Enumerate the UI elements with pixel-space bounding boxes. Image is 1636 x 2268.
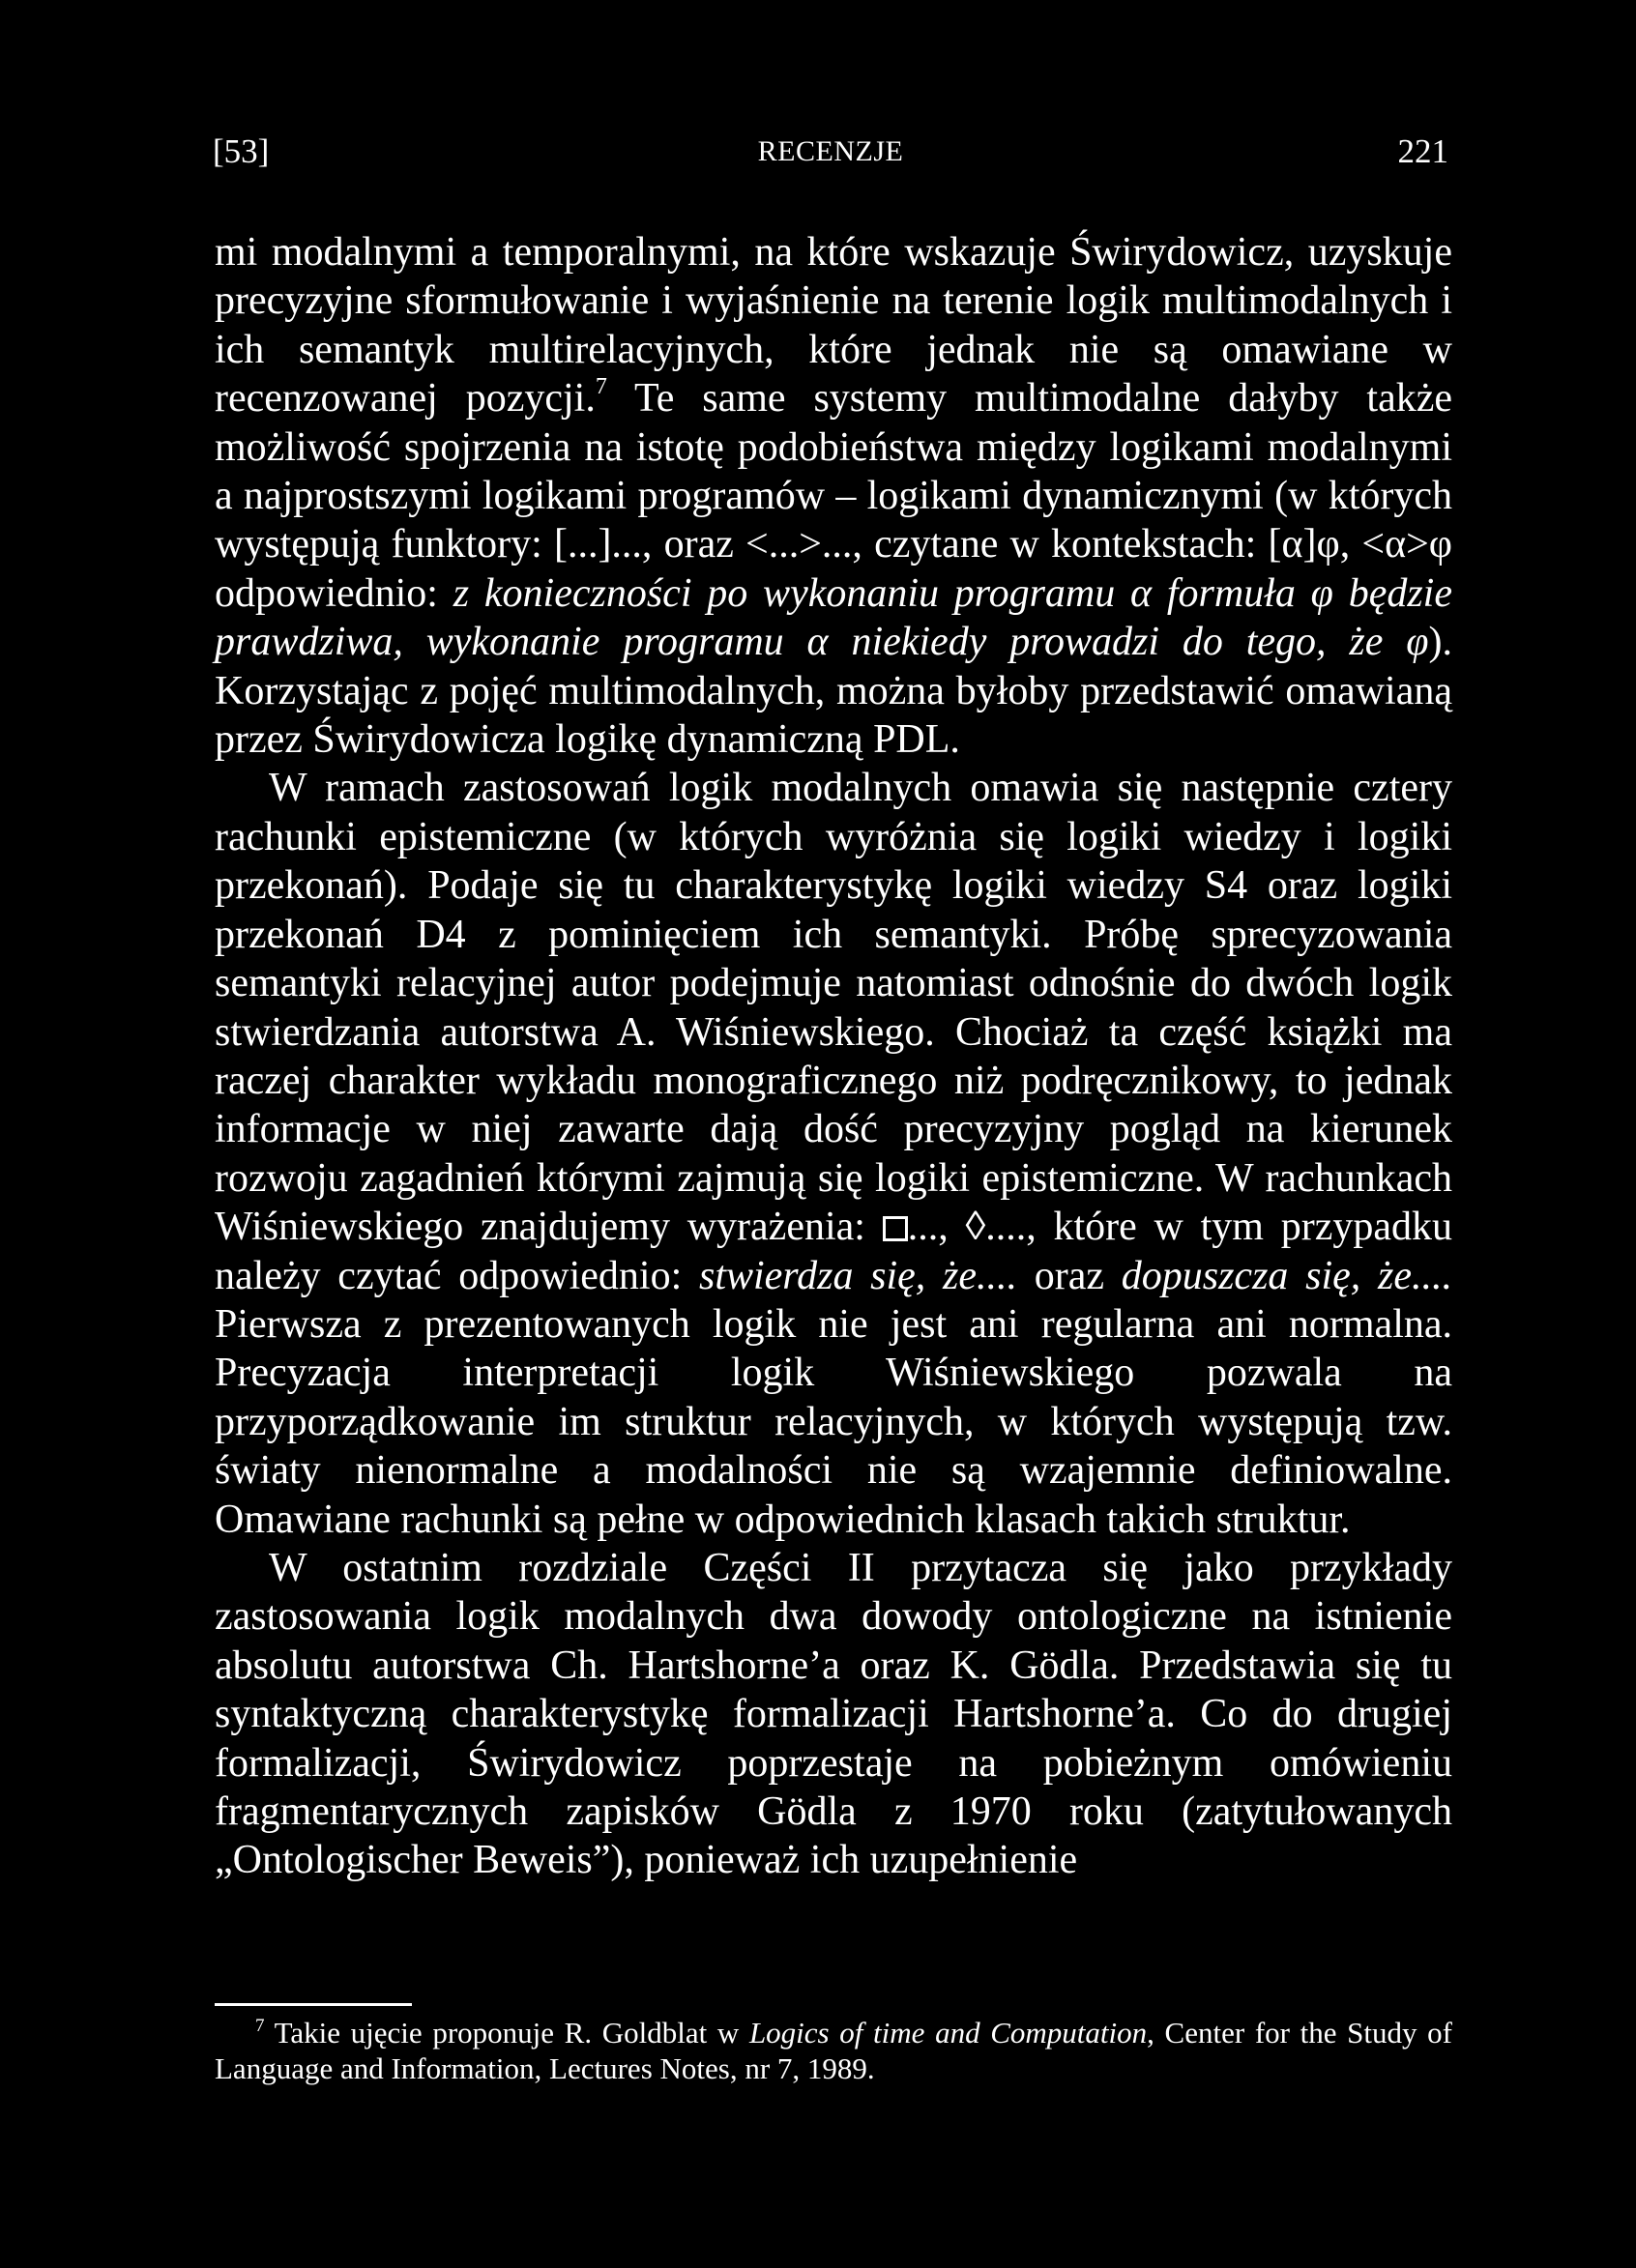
paragraph-2-text-d: Pierwsza z prezentowanych logik nie jest ani regularna ani normalna. Precyzacja interpretacji logik Wiśniewskiego pozwala na przyporządkowanie im struktur relacyjnych, w których występują tzw. światy nienormalne a modalności nie są wzajemnie definiowalne. Omawiane rachunki są pełne w odpowiednich klasach takich struktur. [215,1301,1452,1542]
footnote-text-a: Takie ujęcie proponuje R. Goldblat w [264,2016,749,2050]
footnote-number: 7 [255,2016,265,2036]
paragraph-1-text-b: Te same systemy multimodalne dałyby także możliwość spojrzenia na istotę podobieństwa między logikami modalnymi a najprostszymi logikami programów – logikami dynamicznymi (w których występują funktory: [...]..., oraz <...>..., czytane w kontekstach: [α]φ, <α>φ odpowiednio: [215,376,1452,616]
body-text [215,228,1452,1885]
paragraph-3 [215,1544,1452,1885]
paragraph-1 [215,228,1452,764]
footnote [215,2015,1452,2086]
footnote-body [215,2015,1452,2086]
paragraph-2-italic-2: dopuszcza się, że.... [1121,1253,1452,1298]
page-number: 221 [1397,132,1448,170]
header-section-number: [53] [213,132,270,170]
paragraph-1-text-a: mi modalnymi a temporalnymi, na które wskazuje Świrydowicz, uzyskuje precyzyjne sformułowanie i wyjaśnienie na terenie logik multimodalnych i ich semantyk multirelacyjnych, które jednak nie są omawiane w recenzowanej pozycji. [215,230,1452,422]
paragraph-2-text-a: W ramach zastosowań logik modalnych omawia się następnie cztery rachunki epistemiczne (w których wyróżnia się logiki wiedzy i logiki przekonań). Podaje się tu charakterystykę logiki wiedzy S4 oraz logiki przekonań D4 z pominięciem ich semantyki. Próbę sprecyzowania semantyki relacyjnej autor podejmuje natomiast odnośnie do dwóch logik stwierdzania autorstwa A. Wiśniewskiego. Chociaż ta część książki ma raczej charakter wykładu monograficznego niż podręcznikowy, to jednak informacje w niej zawarte dają dość precyzyjny pogląd na kierunek rozwoju zagadnień którymi zajmują się logiki epistemiczne. W rachunkach Wiśniewskiego znajdujemy wyrażenia: [215,766,1452,1250]
running-header [213,128,1448,176]
paragraph-2-text-b: ..., ◊...., które w tym przypadku należy czytać odpowiednio: [215,1205,1452,1298]
footnote-divider [215,2003,412,2006]
paragraph-2-italic-1: stwierdza się, że.... [698,1253,1018,1298]
paragraph-1-text-c: ). Korzystając z pojęć multimodalnych, można byłoby przedstawić omawianą przez Świrydowicza logikę dynamiczną PDL. [215,620,1452,763]
footnote-reference: 7 [595,374,607,400]
footnote-text-b: , Center for the Study of Language and Information, Lectures Notes, nr 7, 1989. [215,2016,1452,2085]
header-title: RECENZJE [757,135,904,167]
paragraph-1-italic: z konieczności po wykonaniu programu α formuła φ będzie prawdziwa, wykonanie programu α niekiedy prowadzi do tego, że φ [215,570,1452,665]
footnote-italic-title: Logics of time and Computation [748,2016,1148,2050]
paragraph-2 [215,764,1452,1544]
paragraph-3-text: W ostatnim rozdziale Części II przytacza się jako przykłady zastosowania logik modalnych dwa dowody ontologiczne na istnienie absolutu autorstwa Ch. Hartshorne’a oraz K. Gödla. Przedstawia się tu syntaktyczną charakterystykę formalizacji Hartshorne’a. Co do drugiej formalizacji, Świrydowicz poprzestaje na pobieżnym omówieniu fragmentarycznych zapisków Gödla z 1970 roku (zatytułowanych „Ontologischer Beweis”), ponieważ ich uzupełnienie [215,1545,1452,1883]
paragraph-2-text-c: oraz [1017,1253,1122,1298]
box-operator-icon [883,1216,908,1241]
